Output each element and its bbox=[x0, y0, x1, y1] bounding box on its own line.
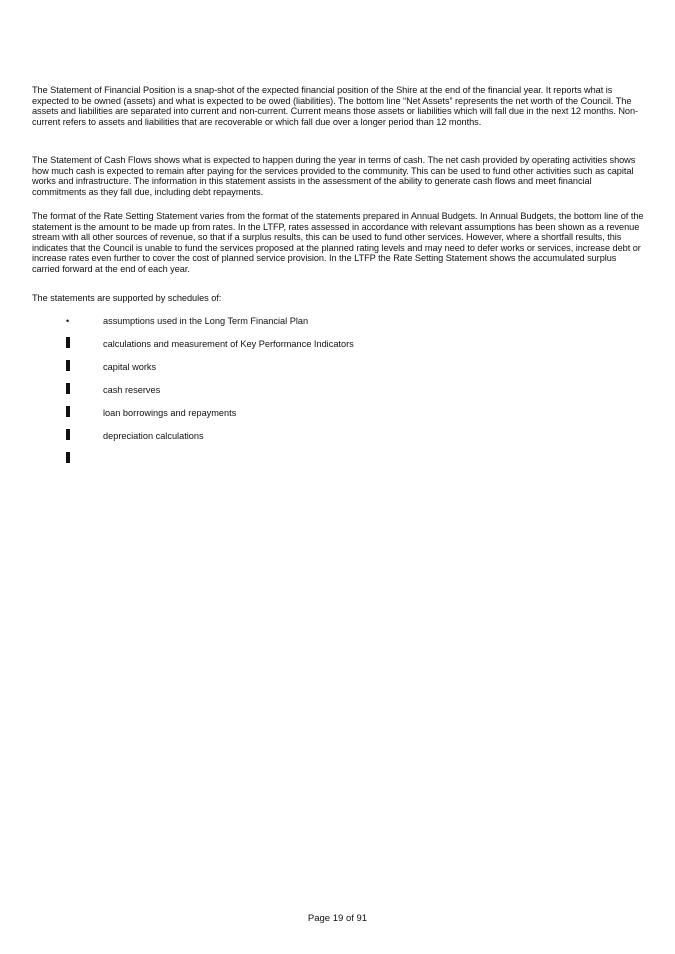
list-item-text: assumptions used in the Long Term Financial Plan bbox=[103, 316, 309, 326]
bullet-dot-icon: • bbox=[66, 316, 70, 326]
paragraph-financial-position: The Statement of Financial Position is a snap-shot of the expected financial position of the Shire at the end of the financial year. It reports what is expected to be owned (assets) and what is expected to be owed (liabilities). The bottom line “Net Assets” represents the net worth of the Council. The assets and liabilities are separated into current and non-current. Current means those assets or liabilities which will fall due in the next 12 months. Non-current refers to assets and liabilities that are recoverable or which fall due over a longer period than 12 months. bbox=[32, 85, 639, 127]
bullet-bar-icon bbox=[66, 360, 70, 371]
paragraph-cash-flows: The Statement of Cash Flows shows what is expected to happen during the year in terms of cash. The net cash provided by operating activities shows how much cash is expected to remain after paying for the services provided to the community. This can be used to fund other activities such as capital works and infrastructure. The information in this statement assists in the assessment of the ability to generate cash flows and meet financial commitments as they fall due, including debt repayments. bbox=[32, 155, 636, 197]
paragraph-rate-setting: The format of the Rate Setting Statement varies from the format of the statements prepared in Annual Budgets. In Annual Budgets, the bottom line of the statement is the amount to be made up from rates. In the LTFP, rates assessed in accordance with relevant assumptions has been shown as a revenue stream with all other sources of revenue, so that if a surplus results, this can be used to fund other services. However, where a shortfall results, this indicates that the Council is unable to fund the services proposed at the planned rating levels and may need to defer works or services, increase debt or increase rates even further to cover the cost of planned service provision. In the LTFP the Rate Setting Statement shows the accumulated surplus carried forward at the end of each year. bbox=[32, 211, 644, 274]
list-item-text: calculations and measurement of Key Performance Indicators bbox=[103, 339, 354, 349]
bullet-bar-icon bbox=[66, 383, 70, 394]
list-item bbox=[0, 429, 675, 445]
paragraph-schedules-intro: The statements are supported by schedules of: bbox=[32, 293, 222, 303]
list-item-text: cash reserves bbox=[103, 385, 161, 395]
page-number: Page 19 of 91 bbox=[307, 913, 368, 924]
list-item bbox=[0, 383, 675, 399]
list-item bbox=[0, 337, 675, 353]
list-item-text: capital works bbox=[103, 362, 157, 372]
list-item-text: depreciation calculations bbox=[103, 431, 204, 441]
bullet-bar-icon bbox=[66, 337, 70, 348]
bullet-bar-icon bbox=[66, 429, 70, 440]
list-item bbox=[0, 406, 675, 422]
bullet-bar-icon bbox=[66, 406, 70, 417]
list-item bbox=[0, 314, 675, 330]
list-item bbox=[0, 452, 675, 468]
bullet-bar-icon bbox=[66, 452, 70, 463]
list-item bbox=[0, 360, 675, 376]
list-item-text: loan borrowings and repayments bbox=[103, 408, 237, 418]
